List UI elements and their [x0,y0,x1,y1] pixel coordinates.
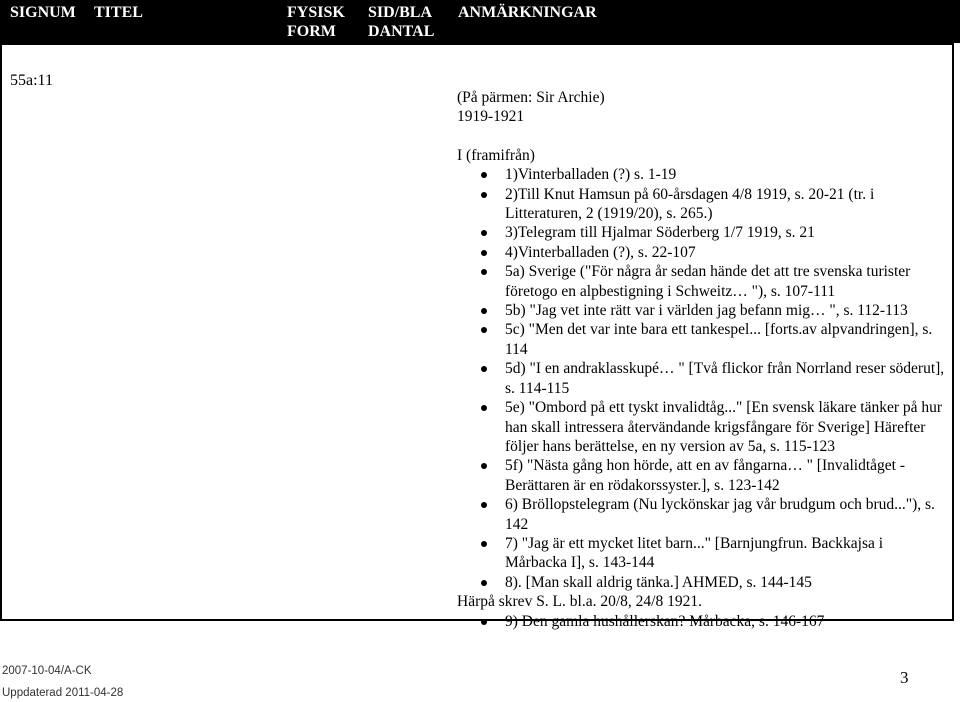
footer-doc-id: 2007-10-04/A-CK [2,665,92,677]
list-item [457,612,947,631]
bullet-icon [481,308,487,314]
row-signum: 55a:11 [10,72,53,89]
header-anmarkningar-label: ANMÄRKNINGAR [458,4,597,21]
list-item [457,320,947,359]
header-sidantal-line1: SID/BLA [368,4,433,21]
list-item-text: 8). [Man skall aldrig tänka.] AHMED, s. 144-145 [505,573,812,591]
bullet-icon [481,327,487,333]
header-anmarkningar [458,3,597,22]
bullet-icon [481,405,487,411]
header-sidantal-line2: DANTAL [368,23,435,40]
list-item-text: 5d) "I en andraklasskupé… " [Två flickor från Norrland reser söderut], s. 114-115 [505,360,945,397]
list-item-text: 4)Vinterballaden (?), s. 22-107 [505,243,696,261]
bullet-icon [481,230,487,236]
list-item [457,456,947,495]
bullet-icon [481,463,487,469]
list-item-text: 5b) "Jag vet inte rätt var i världen jag befann mig… ", s. 112-113 [505,302,908,320]
list-item-text: 5a) Sverige ("För några år sedan hände det att tre svenska turister företogo en alpbestigning i Schweitz… "), s. 107-111 [505,263,911,300]
list-item [457,262,947,301]
list-item [457,398,947,456]
header-titel [94,3,143,22]
bullet-icon [481,192,487,198]
list-item-text: 2)Till Knut Hamsun på 60-årsdagen 4/8 1919, s. 20-21 (tr. i Litteraturen, 2 (1919/20), s. 265.) [505,185,875,223]
page-number: 3 [900,668,909,687]
list-item [457,359,947,398]
list-item-text: 9) Den gamla hushållerskan? Mårbacka, s. 146-167 [505,612,825,630]
list-item [457,243,947,262]
notes-cell [457,88,947,631]
list-item [457,573,947,592]
list-item-text: 6) Bröllopstelegram (Nu lyckönskar jag vår brudgum och brud..."), s. 142 [505,496,935,533]
bullet-icon [481,580,487,586]
header-fysisk-form-line1: FYSISK [287,4,345,21]
header-fysisk-form [287,3,345,41]
bullet-icon [481,172,487,178]
list-item-text: 5e) "Ombord på ett tyskt invalidtåg..." [En svensk läkare tänker på hur han skall intressera återvändande krigsfångare för Sverige] Härefter följer hans berättelse, en ny version av 5a, s. 115-123 [505,399,943,455]
list-item-text: 7) "Jag är ett mycket litet barn..." [Barnjungfrun. Backkajsa i Mårbacka I], s. 143-144 [505,534,884,572]
bullet-icon [481,541,487,547]
note-intro-line: (På pärmen: Sir Archie) [457,89,605,106]
header-sidantal [368,3,434,41]
bullet-icon [481,502,487,508]
list-item [457,223,947,242]
list-item [457,534,947,573]
header-signum [10,3,76,22]
footer-updated: Uppdaterad 2011-04-28 [2,687,124,699]
interlude-note: Härpå skrev S. L. bl.a. 20/8, 24/8 1921. [457,593,702,611]
list-item-text: 1)Vinterballaden (?) s. 1-19 [505,166,677,184]
list-item [457,165,947,184]
list-item [457,301,947,320]
list-item-text: 5c) "Men det var inte bara ett tankespel... [forts.av alpvandringen], s. 114 [505,321,933,358]
content-list-part1 [457,165,947,592]
bullet-icon [481,366,487,372]
list-item [457,495,947,534]
note-intro-years: 1919-1921 [457,108,525,126]
list-item-text: 3)Telegram till Hjalmar Söderberg 1/7 1919, s. 21 [505,224,815,242]
content-list-part2 [457,612,947,631]
bullet-icon [481,269,487,275]
header-fysisk-form-line2: FORM [287,23,336,40]
list-item [457,185,947,224]
bullet-icon [481,619,487,625]
table-header [0,0,960,43]
header-titel-label: TITEL [94,4,143,21]
spacer [457,127,947,146]
list-item-text: 5f) "Nästa gång hon hörde, att en av fångarna… " [Invalidtåget - Berättaren är en rödakorssyster.], s. 123-142 [505,457,906,494]
header-signum-label: SIGNUM [10,4,76,21]
section-heading: I (framifrån) [457,146,535,164]
bullet-icon [481,250,487,256]
